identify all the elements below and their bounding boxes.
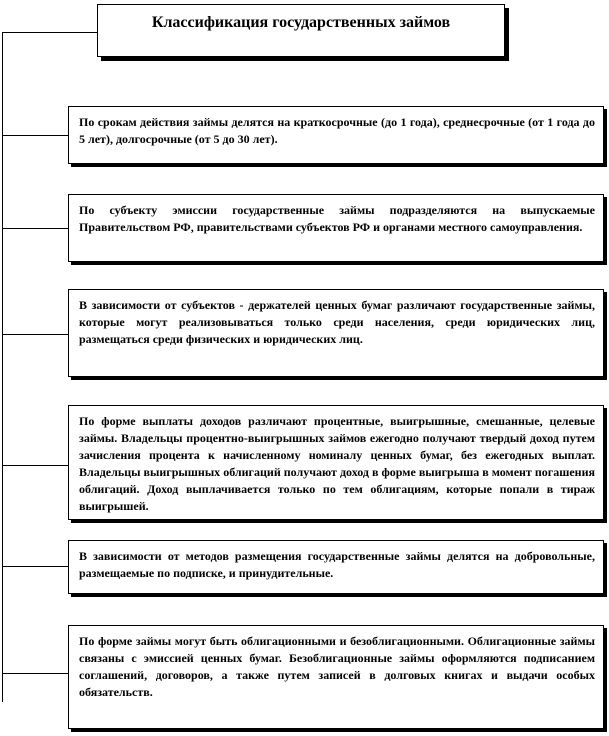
classification-box-term — [68, 106, 604, 164]
classification-box-income — [68, 405, 604, 520]
classification-text: В зависимости от субъектов - держателей ценных бумаг различают государственные займы, которые могут реализовываться только среди населения, среди юридических лиц, размещаться среди физических и юридических лиц. — [79, 298, 595, 346]
classification-box-issuer — [68, 194, 604, 262]
diagram-title — [97, 4, 505, 57]
classification-text: По форме выплаты доходов различают процентные, выигрышные, смешанные, целевые займы. Владельцы процентно-выигрышных займов ежегодно получают твердый доход путем зачисления процента к начисленному номиналу ценных бумаг, без ежегодных выплат. Владельцы выигрышных облигаций получают доход в форме выигрыша в момент погашения облигаций. Доход выплачивается только по тем облигациям, которые попали в тираж выигрышей. — [79, 414, 595, 513]
classification-text: В зависимости от методов размещения государственные займы делятся на добровольные, размещаемые по подписке, и принудительные. — [79, 549, 595, 580]
classification-box-holders — [68, 289, 604, 377]
classification-box-form — [68, 625, 604, 729]
branch-line-1 — [2, 135, 68, 136]
title-connector-line — [2, 32, 98, 33]
main-connector-line — [2, 32, 3, 702]
branch-line-3 — [2, 334, 68, 335]
branch-line-6 — [2, 673, 68, 674]
branch-line-4 — [2, 465, 68, 466]
classification-text: По субъекту эмиссии государственные займы подразделяются на выпускаемые Правительством РФ, правительствами субъектов РФ и органами местного самоуправления. — [79, 203, 595, 234]
diagram-title-text: Классификация государственных займов — [151, 14, 451, 31]
branch-line-5 — [2, 566, 68, 567]
classification-text: По форме займы могут быть облигационными и безоблигационными. Облигационные займы связаны с эмиссией ценных бумаг. Безоблигационные займы оформляются подписанием соглашений, договоров, а также путем записей в долговых книгах и выдачи особых обязательств. — [79, 634, 595, 699]
branch-line-2 — [2, 228, 68, 229]
classification-box-placement — [68, 540, 604, 594]
classification-text: По срокам действия займы делятся на краткосрочные (до 1 года), среднесрочные (от 1 года до 5 лет), долгосрочные (от 5 до 30 лет). — [79, 115, 595, 146]
